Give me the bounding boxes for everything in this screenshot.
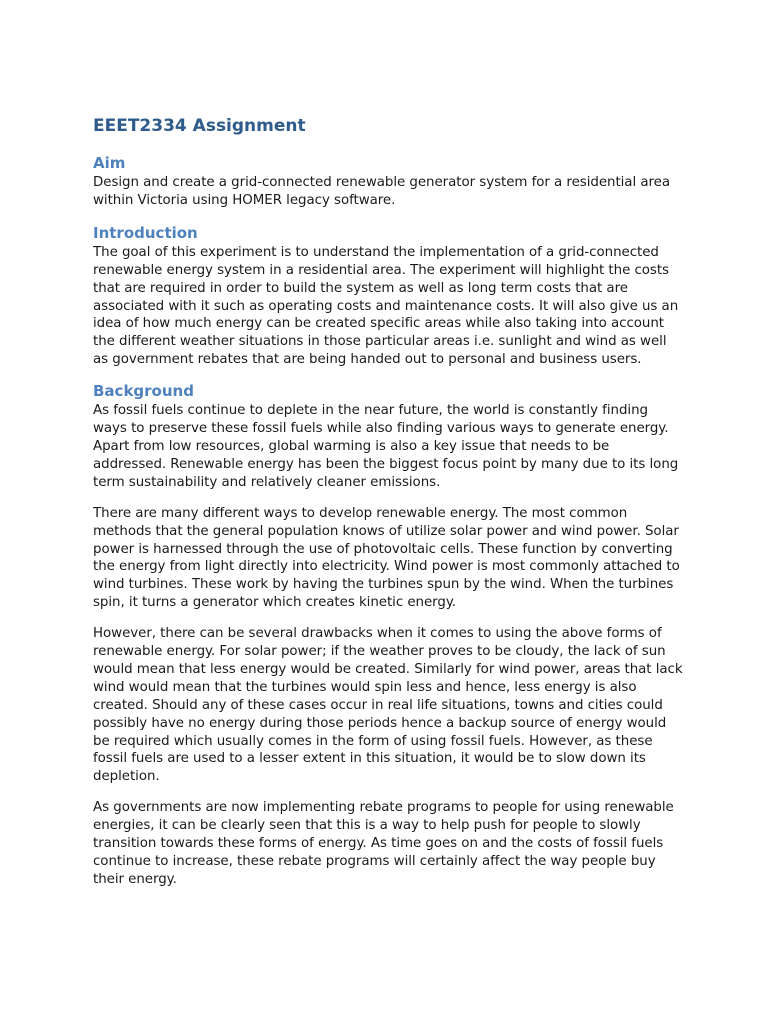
aim-paragraph: Design and create a grid-connected renewable generator system for a residential area within Victoria using HOMER legacy software. (93, 175, 671, 208)
introduction-paragraph: The goal of this experiment is to understand the implementation of a grid-connected renewable energy system in a residential area. The experiment will highlight the costs that are required in order to build the system as well as long term costs that are associated with it such as operating costs and maintenance costs. It will also give us an idea of how much energy can be created specific areas while also taking into account the different weather situations in those particular areas i.e. sunlight and wind as well as government rebates that are being handed out to personal and business users. (93, 244, 679, 368)
document-title: EEET2334 Assignment (93, 116, 306, 136)
introduction-heading: Introduction (93, 223, 198, 242)
background-paragraph-3: However, there can be several drawbacks when it comes to using the above forms of renewable energy. For solar power; if the weather proves to be cloudy, the lack of sun would mean that less energy would be created. Similarly for wind power, areas that lack wind would mean that the turbines would spin less and hence, less energy is also created. Should any of these cases occur in real life situations, towns and cities could possibly have no energy during those periods hence a backup source of energy would be required which usually comes in the form of using fossil fuels. However, as these fossil fuels are used to a lesser extent in this situation, it would be to slow down its depletion. (93, 626, 683, 785)
background-paragraph-4: As governments are now implementing rebate programs to people for using renewable energies, it can be clearly seen that this is a way to help push for people to slowly transition towards these forms of energy. As time goes on and the costs of fossil fuels continue to increase, these rebate programs will certainly affect the way people buy their energy. (93, 800, 674, 887)
aim-heading: Aim (93, 154, 126, 172)
background-heading: Background (93, 382, 194, 401)
background-paragraph-2: There are many different ways to develop renewable energy. The most common methods that the general population knows of utilize solar power and wind power. Solar power is harnessed through the use of photovoltaic cells. These function by converting the energy from light directly into electricity. Wind power is most commonly attached to wind turbines. These work by having the turbines spun by the wind. When the turbines spin, it turns a generator which creates kinetic energy. (93, 505, 680, 611)
background-paragraph-1: As fossil fuels continue to deplete in the near future, the world is constantly finding ways to preserve these fossil fuels while also finding various ways to generate energy. Apart from low resources, global warming is also a key issue that needs to be addressed. Renewable energy has been the biggest focus point by many due to its long term sustainability and relatively cleaner emissions. (93, 403, 679, 490)
document-body (93, 113, 683, 889)
